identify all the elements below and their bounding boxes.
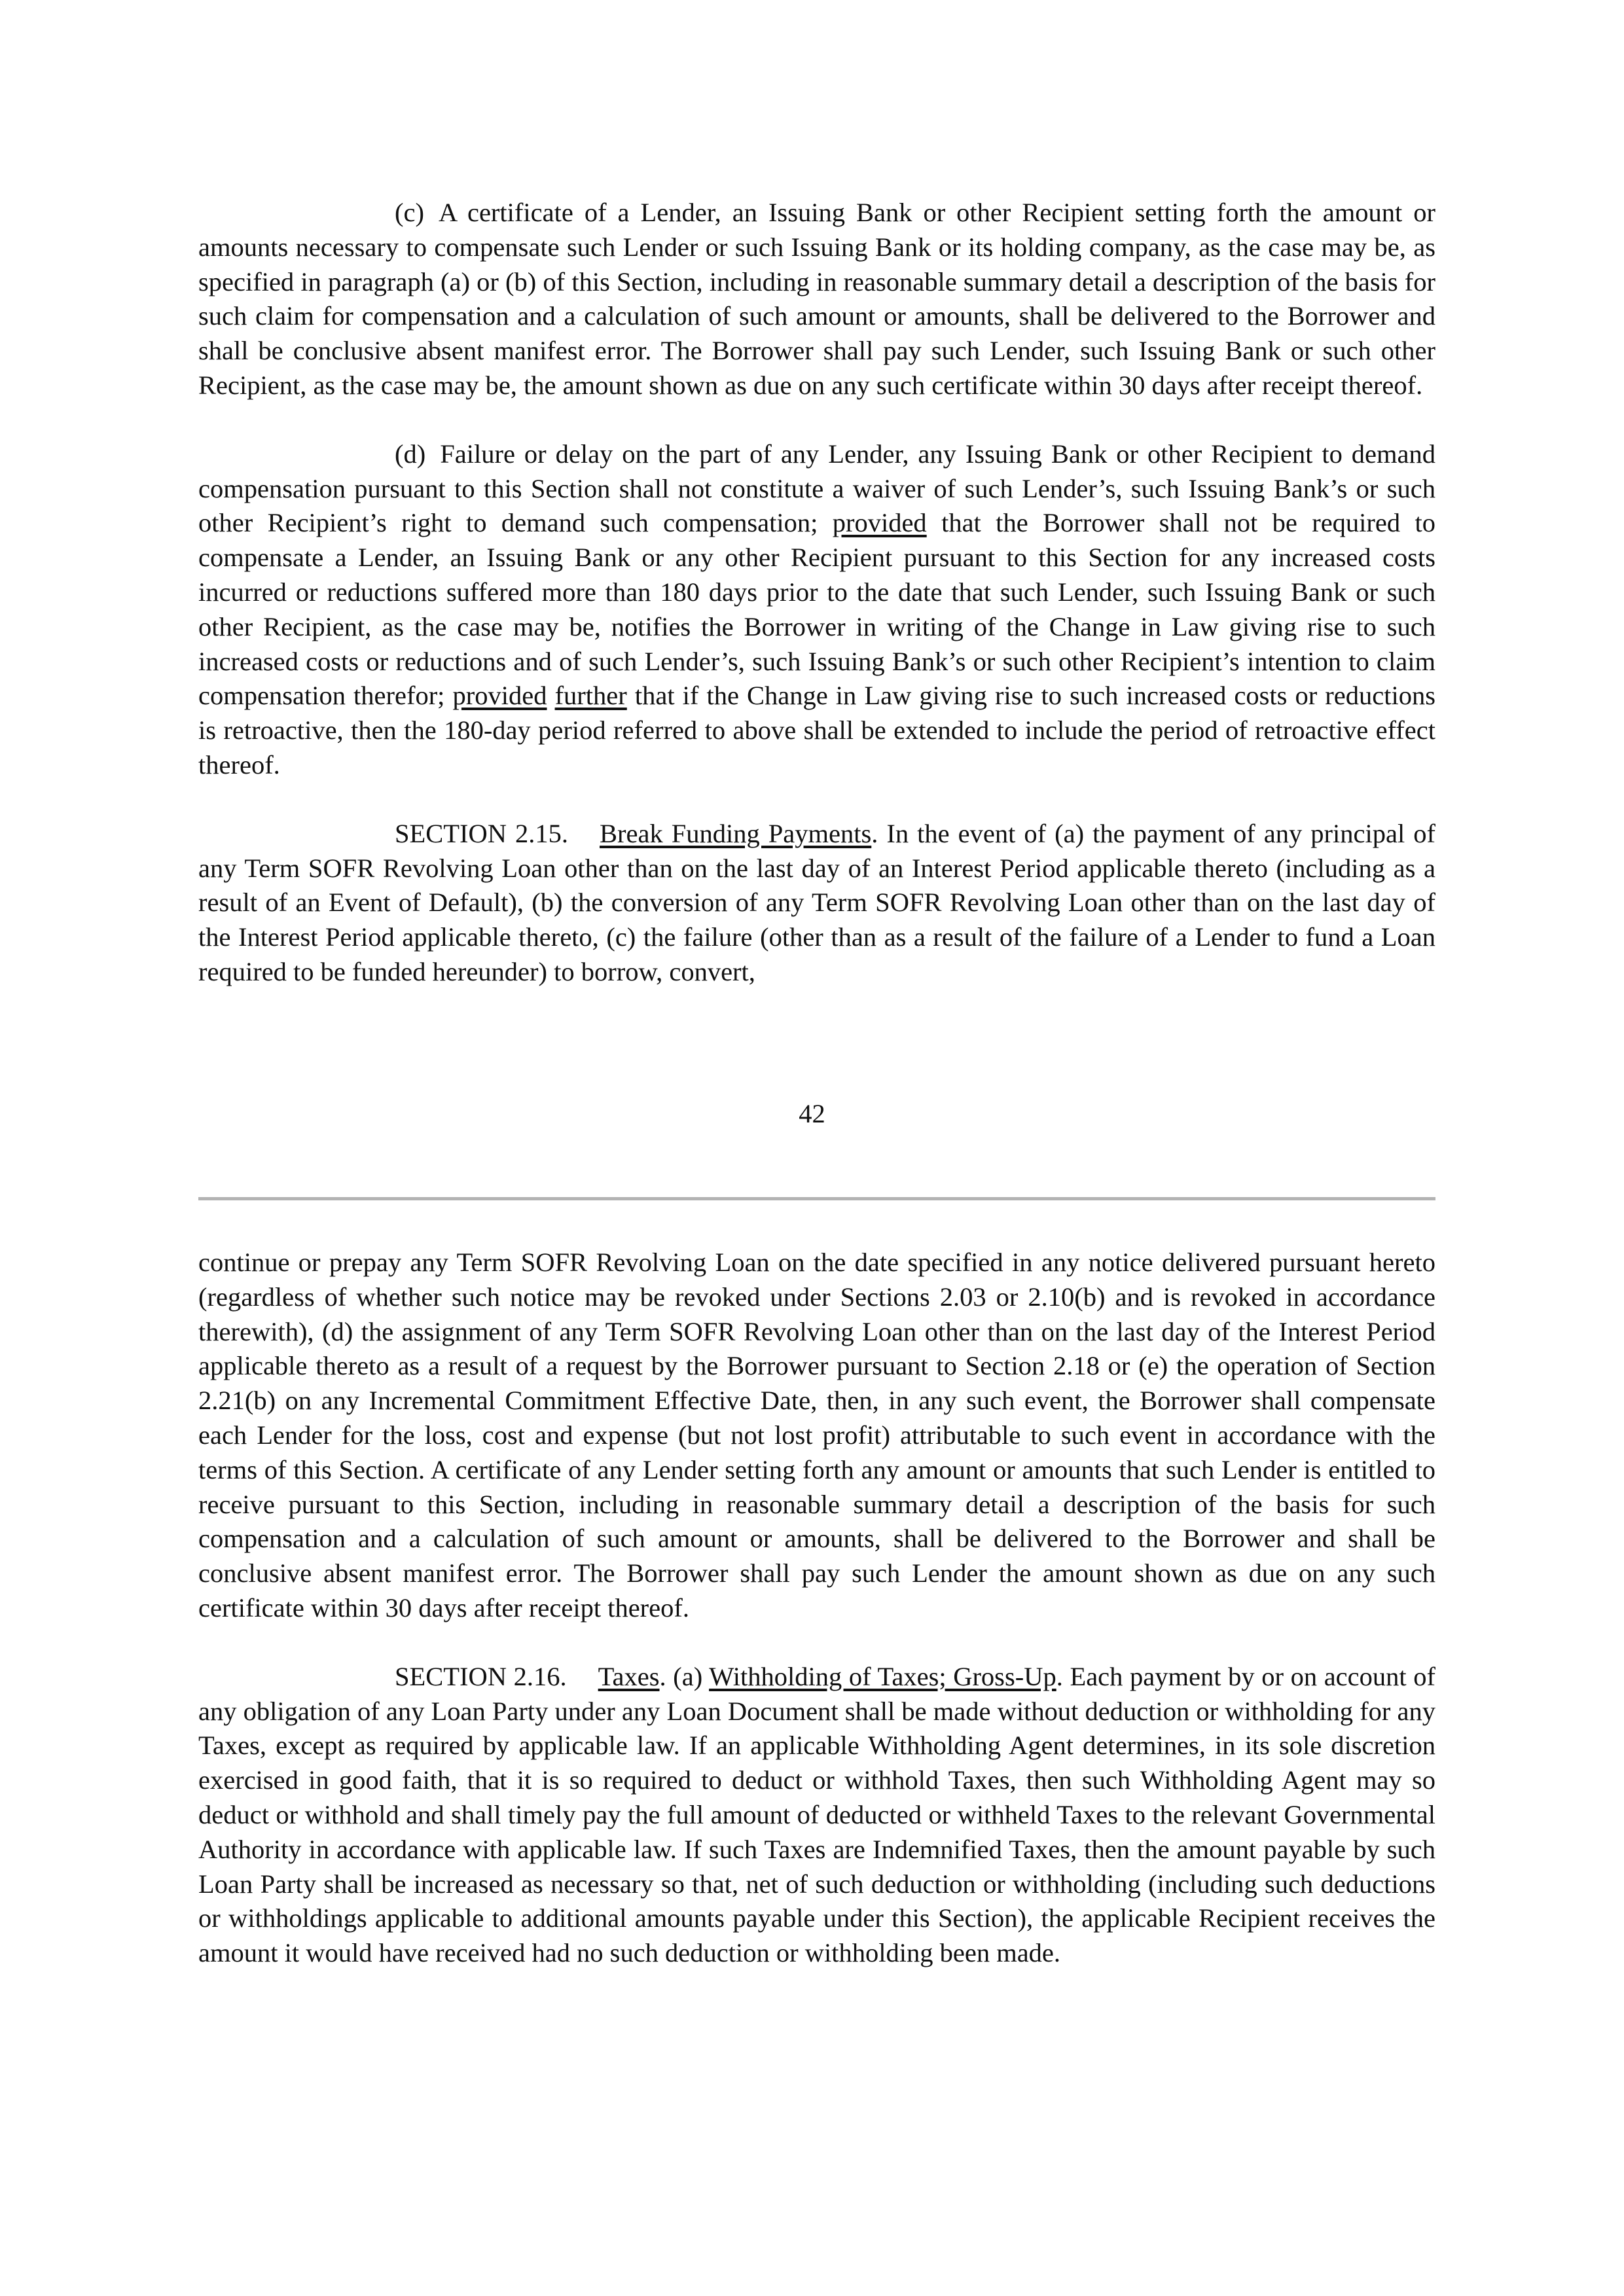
section-2-16-title: Taxes [598, 1661, 660, 1691]
paragraph-d-text-1: Failure or delay on the part of any Lender, any Issuing Bank or other Recipient to demand compensation pursuant to this Section shall not constitute a waiver of such Lender’s, such Issuing Bank’s or such other Recipient’s right to demand such compensation; [198, 439, 1435, 538]
section-2-16-subtitle: Withholding of Taxes; Gross-Up [709, 1661, 1056, 1691]
paragraph-c-label: (c) [395, 198, 424, 227]
paragraph-c [198, 196, 1435, 403]
section-2-15-number: SECTION 2.15. [395, 818, 569, 848]
section-2-16-number: SECTION 2.16. [395, 1661, 567, 1691]
page-42-body [198, 196, 1435, 1024]
section-2-15 [198, 817, 1435, 990]
section-2-15-continuation: continue or prepay any Term SOFR Revolving Loan on the date specified in any notice delivered pursuant hereto (regardless of whether such notice may be revoked under Sections 2.03 or 2.10(b) and is revoked in accordance therewith), (d) the assignment of any Term SOFR Revolving Loan other than on the last day of the Interest Period applicable thereto as a result of a request by the Borrower pursuant to Section 2.18 or (e) the operation of Section 2.21(b) on any Incremental Commitment Effective Date, then, in any such event, the Borrower shall compensate each Lender for the loss, cost and expense (but not lost profit) attributable to such event in accordance with the terms of this Section. A certificate of any Lender setting forth any amount or amounts that such Lender is entitled to receive pursuant to this Section, including in reasonable summary detail a description of the basis for such compensation and a calculation of such amount or amounts, shall be delivered to the Borrower and shall be conclusive absent manifest error. The Borrower shall pay such Lender the amount shown as due on any such certificate within 30 days after receipt thereof. [198, 1247, 1435, 1623]
section-2-16-after-title: . (a) [659, 1661, 703, 1691]
further-term: further [554, 681, 627, 711]
section-2-16-text: . Each payment by or on account of any obligation of any Loan Party under any Loan Document shall be made without deduction or withholding for any Taxes, except as required by applicable law. If an applicable Withholding Agent determines, in its sole discretion exercised in good faith, that it is so required to deduct or withhold Taxes, then such Withholding Agent may so deduct or withhold and shall timely pay the full amount of deducted or withheld Taxes to the relevant Governmental Authority in accordance with applicable law. If such Taxes are Indemnified Taxes, then the amount payable by such Loan Party shall be increased as necessary so that, net of such deduction or withholding (including such deductions or withholdings applicable to additional amounts payable under this Section), the applicable Recipient receives the amount it would have received had no such deduction or withholding been made. [198, 1661, 1435, 1968]
paragraph-d-text-3: that if the Change in Law giving rise to such increased costs or reductions is retroactive, then the 180-day period referred to above shall be extended to include the period of retroactive effect thereof. [198, 681, 1435, 780]
section-2-16 [198, 1660, 1435, 1971]
provided-term-2: provided [452, 681, 547, 711]
section-2-15-text: . In the event of (a) the payment of any principal of any Term SOFR Revolving Loan other than on the last day of an Interest Period applicable thereto (including as a result of an Event of Default), (b) the conversion of any Term SOFR Revolving Loan other than on the last day of the Interest Period applicable thereto, (c) the failure (other than as a result of the failure of a Lender to fund a Loan required to be funded hereunder) to borrow, convert, [198, 818, 1435, 986]
page-divider [198, 1197, 1435, 1200]
paragraph-d-text-2: that the Borrower shall not be required to compensate a Lender, an Issuing Bank or any other Recipient pursuant to this Section for any increased costs incurred or reductions suffered more than 180 days prior to the date that such Lender, such Issuing Bank or such other Recipient, as the case may be, notifies the Borrower in writing of the Change in Law giving rise to such increased costs or reductions and of such Lender’s, such Issuing Bank’s or such other Recipient’s intention to claim compensation therefor; [198, 508, 1436, 711]
paragraph-d-label: (d) [395, 439, 426, 469]
section-2-15-title: Break Funding Payments [600, 818, 872, 848]
paragraph-d [198, 437, 1435, 783]
page-number: 42 [799, 1099, 825, 1128]
provided-term-1: provided [832, 508, 927, 538]
paragraph-c-text: A certificate of a Lender, an Issuing Bank or other Recipient setting forth the amount or amounts necessary to compensate such Lender or such Issuing Bank or its holding company, as the case may be, as specified in paragraph (a) or (b) of this Section, including in reasonable summary detail a description of the basis for such claim for compensation and a calculation of such amount or amounts, shall be delivered to the Borrower and shall be conclusive absent manifest error. The Borrower shall pay such Lender, such Issuing Bank or such other Recipient, as the case may be, the amount shown as due on any such certificate within 30 days after receipt thereof. [198, 198, 1435, 400]
page-43-body [198, 1246, 1435, 2005]
